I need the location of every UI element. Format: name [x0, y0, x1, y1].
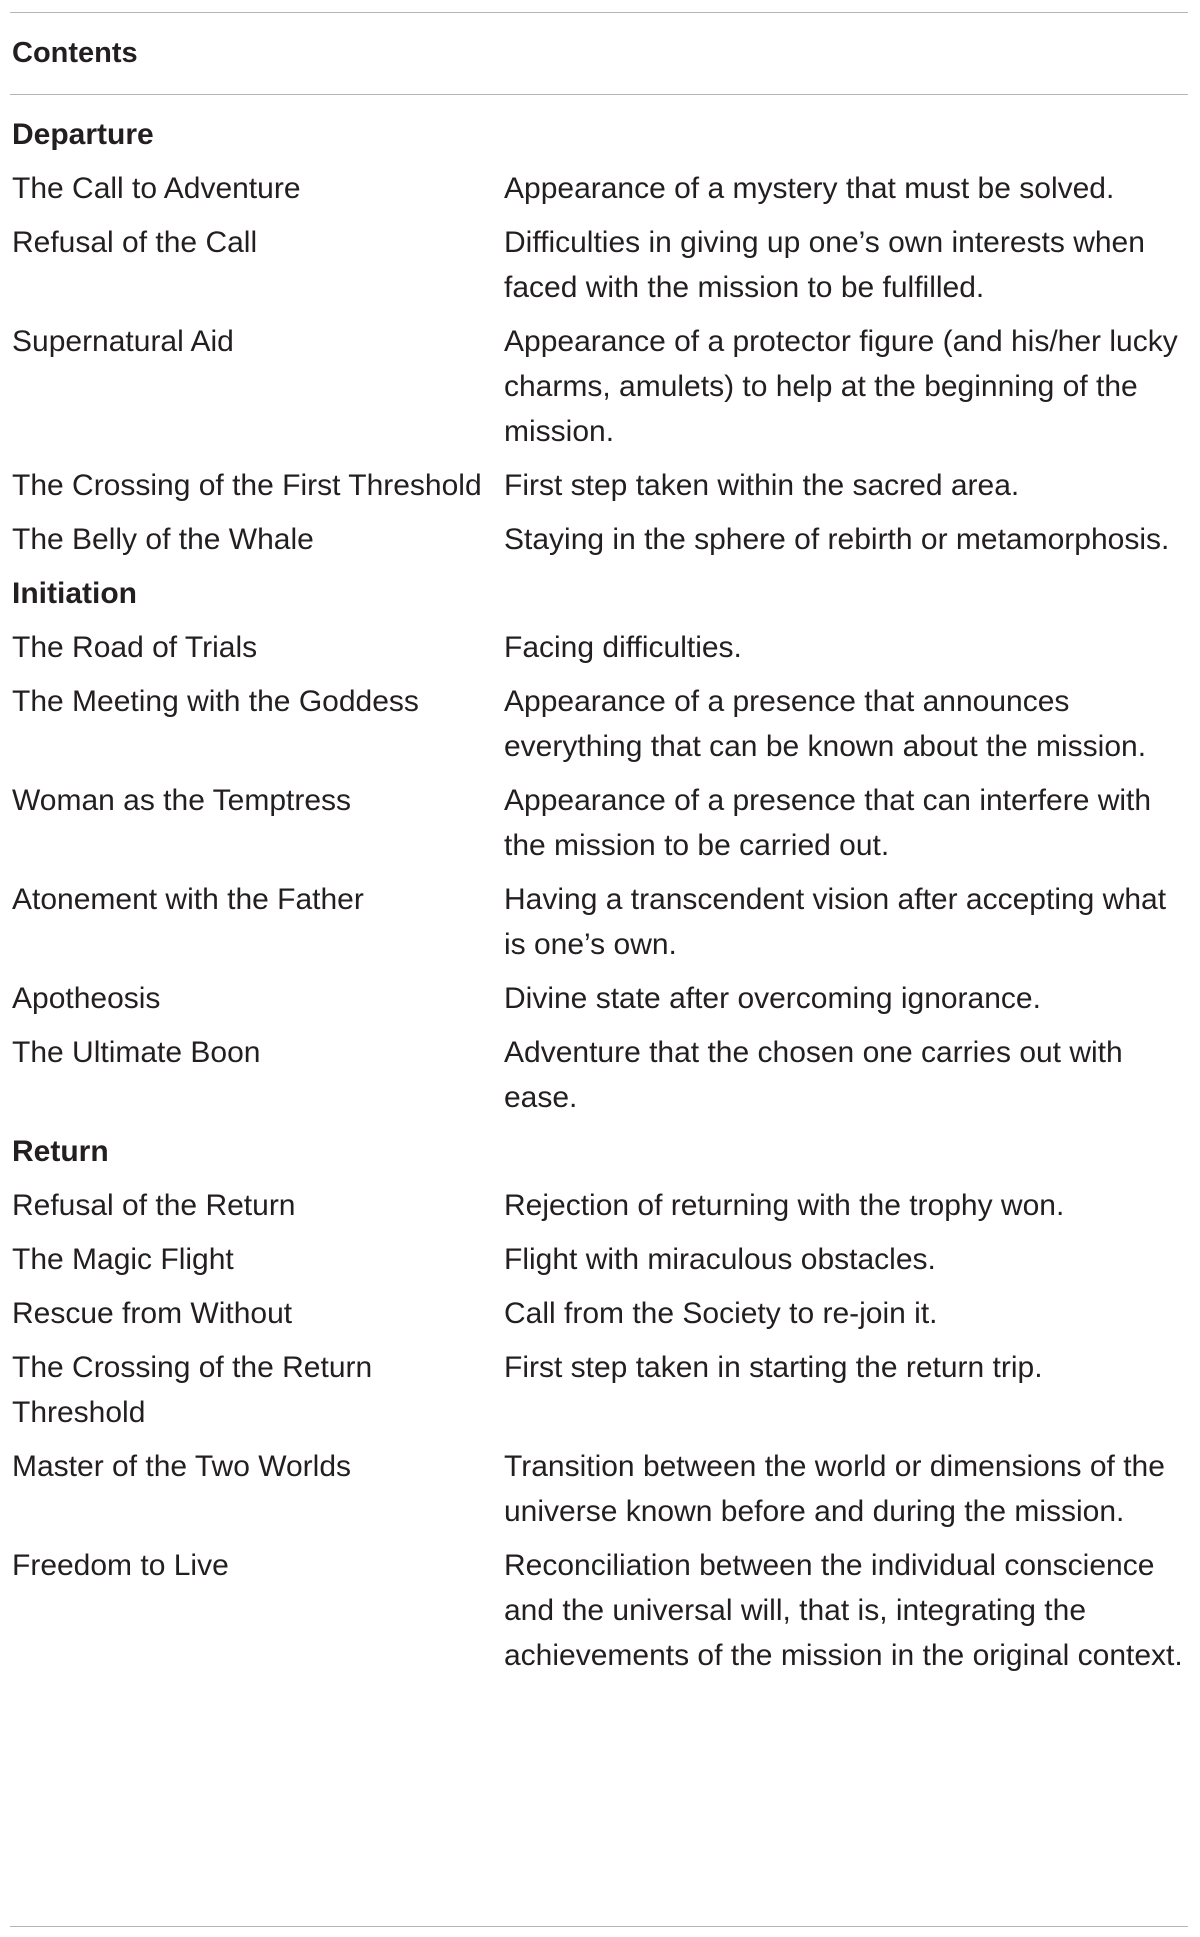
- stage-name: The Magic Flight: [12, 1243, 234, 1276]
- stage-name: The Road of Trials: [12, 631, 258, 664]
- section-title-return: Return: [12, 1135, 109, 1168]
- table-row: [12, 463, 1188, 508]
- stage-description: Reconciliation between the individual conscience and the universal will, that is, integrating the achievements of the mission in the original context.: [504, 1549, 1183, 1672]
- table-row: [12, 1543, 1188, 1678]
- table-row: [12, 1237, 1188, 1282]
- stage-description: Divine state after overcoming ignorance.: [504, 982, 1041, 1015]
- stage-description: Transition between the world or dimensions of the universe known before and during the mission.: [504, 1450, 1165, 1528]
- stage-name: Refusal of the Call: [12, 226, 258, 259]
- section-title-initiation: Initiation: [12, 577, 137, 610]
- table-row: [12, 517, 1188, 562]
- stage-name: Freedom to Live: [12, 1549, 229, 1582]
- stage-name: Supernatural Aid: [12, 325, 234, 358]
- stage-name: Apotheosis: [12, 982, 161, 1015]
- stage-description: Difficulties in giving up one’s own interests when faced with the mission to be fulfilled.: [504, 226, 1145, 304]
- stage-description: Appearance of a presence that announces everything that can be known about the mission.: [504, 685, 1147, 763]
- stage-description: Staying in the sphere of rebirth or metamorphosis.: [504, 523, 1170, 556]
- table-row: [12, 1030, 1188, 1120]
- stage-description: First step taken in starting the return trip.: [504, 1351, 1043, 1384]
- table-row: [12, 877, 1188, 967]
- section-title-departure: Departure: [12, 118, 154, 151]
- stage-name: Woman as the Temptress: [12, 784, 352, 817]
- table-row: [12, 319, 1188, 454]
- stage-name: Rescue from Without: [12, 1297, 293, 1330]
- table-body: [12, 112, 1188, 1687]
- table-row: [12, 1444, 1188, 1534]
- header-rule: [10, 94, 1188, 95]
- stage-description: Rejection of returning with the trophy won.: [504, 1189, 1065, 1222]
- table-row: [12, 220, 1188, 310]
- table-row: [12, 679, 1188, 769]
- stage-description: First step taken within the sacred area.: [504, 469, 1020, 502]
- stage-name: The Crossing of the Return Threshold: [12, 1351, 373, 1429]
- stage-name: Master of the Two Worlds: [12, 1450, 352, 1483]
- table-row: [12, 1345, 1188, 1435]
- stage-name: The Call to Adventure: [12, 172, 301, 205]
- table-row: [12, 1291, 1188, 1336]
- stage-name: Atonement with the Father: [12, 883, 364, 916]
- table-row: [12, 976, 1188, 1021]
- stage-description: Appearance of a protector figure (and his/her lucky charms, amulets) to help at the beginning of the mission.: [504, 325, 1178, 448]
- top-rule: [10, 12, 1188, 13]
- table-row: [12, 778, 1188, 868]
- stage-description: Flight with miraculous obstacles.: [504, 1243, 936, 1276]
- bottom-rule: [10, 1926, 1188, 1927]
- table-row: [12, 166, 1188, 211]
- table-row: [12, 625, 1188, 670]
- stage-description: Call from the Society to re-join it.: [504, 1297, 938, 1330]
- stage-name: The Meeting with the Goddess: [12, 685, 419, 718]
- stage-description: Facing difficulties.: [504, 631, 742, 664]
- stage-description: Having a transcendent vision after accepting what is one’s own.: [504, 883, 1167, 961]
- stage-description: Adventure that the chosen one carries out with ease.: [504, 1036, 1123, 1114]
- stage-description: Appearance of a mystery that must be solved.: [504, 172, 1115, 205]
- table-header: Contents: [12, 37, 138, 69]
- stage-name: The Belly of the Whale: [12, 523, 314, 556]
- table-row: [12, 1183, 1188, 1228]
- stage-name: The Crossing of the First Threshold: [12, 469, 482, 502]
- stage-name: Refusal of the Return: [12, 1189, 296, 1222]
- stage-name: The Ultimate Boon: [12, 1036, 261, 1069]
- stage-description: Appearance of a presence that can interfere with the mission to be carried out.: [504, 784, 1152, 862]
